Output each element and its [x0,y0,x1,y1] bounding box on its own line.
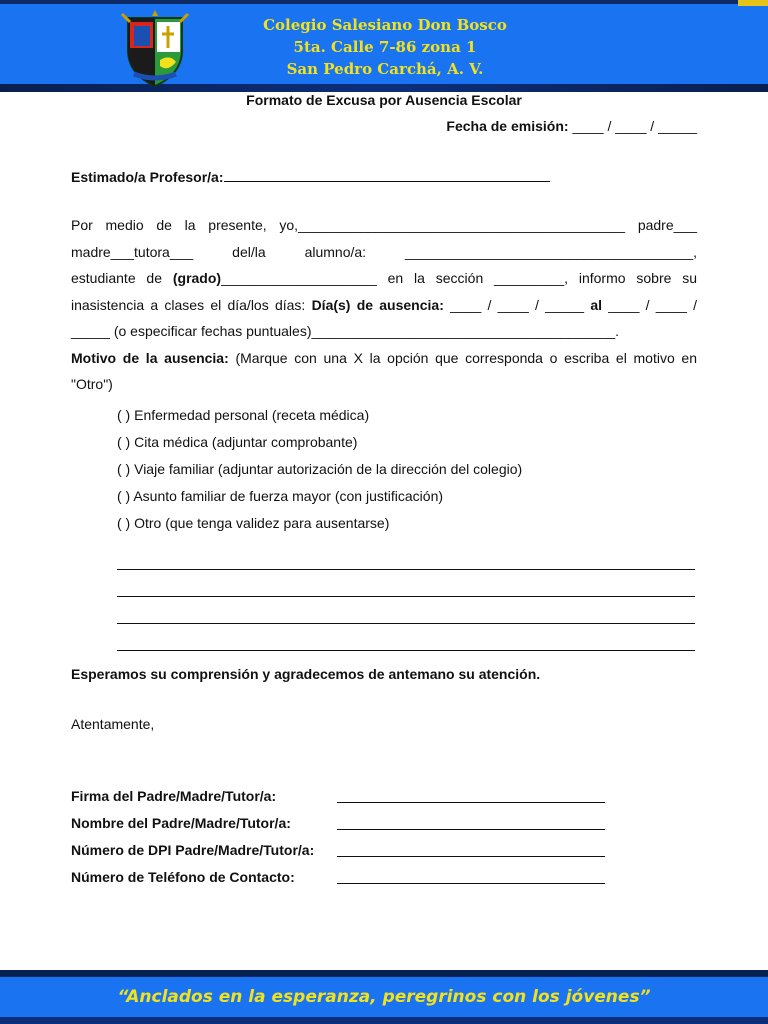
grade-section-blanks[interactable]: ____________________ en la sección _________, informo sobre su [221,270,698,286]
reason-instruction: (Marque con una X la opción que corresponda o escriba el motivo en "Otro") [71,349,698,392]
other-reason-line-4[interactable] [117,624,695,651]
request-paragraph [71,212,697,398]
document-body [71,90,697,735]
signature-block [71,784,611,892]
other-reason-lines [71,543,697,651]
text-estudiante: estudiante de [71,270,163,286]
paragraph-line-5 [71,318,697,345]
other-reason-line-3[interactable] [117,597,695,624]
paragraph-line-4 [71,292,697,319]
issue-date-line [71,116,697,136]
salutation-label: Estimado/a Profesor/a: [71,169,224,185]
footer-band [0,970,768,1024]
header-title-block [200,14,570,80]
header-band [0,0,768,92]
teacher-name-blank[interactable] [224,168,550,182]
text-padre: padre___ [637,217,697,233]
absence-start-blank[interactable]: ____ / ____ / _____ [450,296,585,313]
phone-row [71,865,611,892]
signature-blank[interactable] [337,802,605,803]
phone-label: Número de Teléfono de Contacto: [71,869,295,885]
signature-row [71,784,611,811]
parent-name-blank[interactable]: __________________________________________ [298,217,626,233]
school-name: Colegio Salesiano Don Bosco [263,16,507,34]
option-illness[interactable]: ( ) Enfermedad personal (receta médica) [117,406,370,423]
closing-sentence: Esperamos su comprensión y agradecemos de antemano su atención. [71,665,541,682]
absence-end-blank[interactable]: ____ / ____ / [608,296,698,313]
specific-dates-blank[interactable]: _____ (o especificar fechas puntuales)_______________________________________. [71,323,620,339]
issue-date-label: Fecha de emisión: [446,118,569,134]
reason-line [71,345,697,398]
student-name-blank[interactable]: _____________________________________, [405,243,697,260]
reason-options [71,402,697,537]
document-title: Formato de Excusa por Ausencia Escolar [246,92,522,108]
absence-days-label: Día(s) de ausencia: [311,296,444,313]
option-other[interactable]: ( ) Otro (que tenga validez para ausentarse) [117,514,390,531]
other-reason-line-2[interactable] [117,570,695,597]
text-parent-intro: Por medio de la presente, yo, [71,217,299,233]
footer-dark-stripe [0,970,768,976]
text-grado: (grado) [172,270,222,286]
regards-text: Atentamente, [71,715,155,732]
signature-label: Firma del Padre/Madre/Tutor/a: [71,788,277,804]
text-madre-tutora: madre___tutora___ del/la alumno/a: [71,243,367,260]
parent-name-row [71,811,611,838]
dpi-label: Número de DPI Padre/Madre/Tutor/a: [71,842,315,858]
school-address: 5ta. Calle 7-86 zona 1 [293,38,477,56]
paragraph-line-1 [71,212,697,239]
dpi-row [71,838,611,865]
reason-label: Motivo de la ausencia: [71,349,229,366]
text-al: al [590,296,602,313]
parent-name-label: Nombre del Padre/Madre/Tutor/a: [71,815,291,831]
other-reason-line-1[interactable] [117,543,695,570]
header-accent [738,0,768,6]
dpi-blank[interactable] [337,856,605,857]
school-shield-icon [120,8,190,88]
option-family-matter[interactable]: ( ) Asunto familiar de fuerza mayor (con justificación) [117,487,444,504]
option-family-trip[interactable]: ( ) Viaje familiar (adjuntar autorización de la dirección del colegio) [117,460,523,477]
school-city: San Pedro Carchá, A. V. [286,60,484,78]
option-medical-appointment[interactable]: ( ) Cita médica (adjuntar comprobante) [117,433,358,450]
text-inasistencia: inasistencia a clases el día/los días: [71,296,306,313]
salutation-line [71,166,697,188]
paragraph-line-3 [71,265,697,292]
issue-date-blank[interactable]: ____ / ____ / _____ [572,118,697,134]
footer-motto: “Anclados en la esperanza, peregrinos con los jóvenes” [0,977,768,1017]
paragraph-line-2 [71,239,697,266]
phone-blank[interactable] [337,883,605,884]
footer-bottom-stripe [0,1017,768,1024]
parent-name-field-blank[interactable] [337,829,605,830]
